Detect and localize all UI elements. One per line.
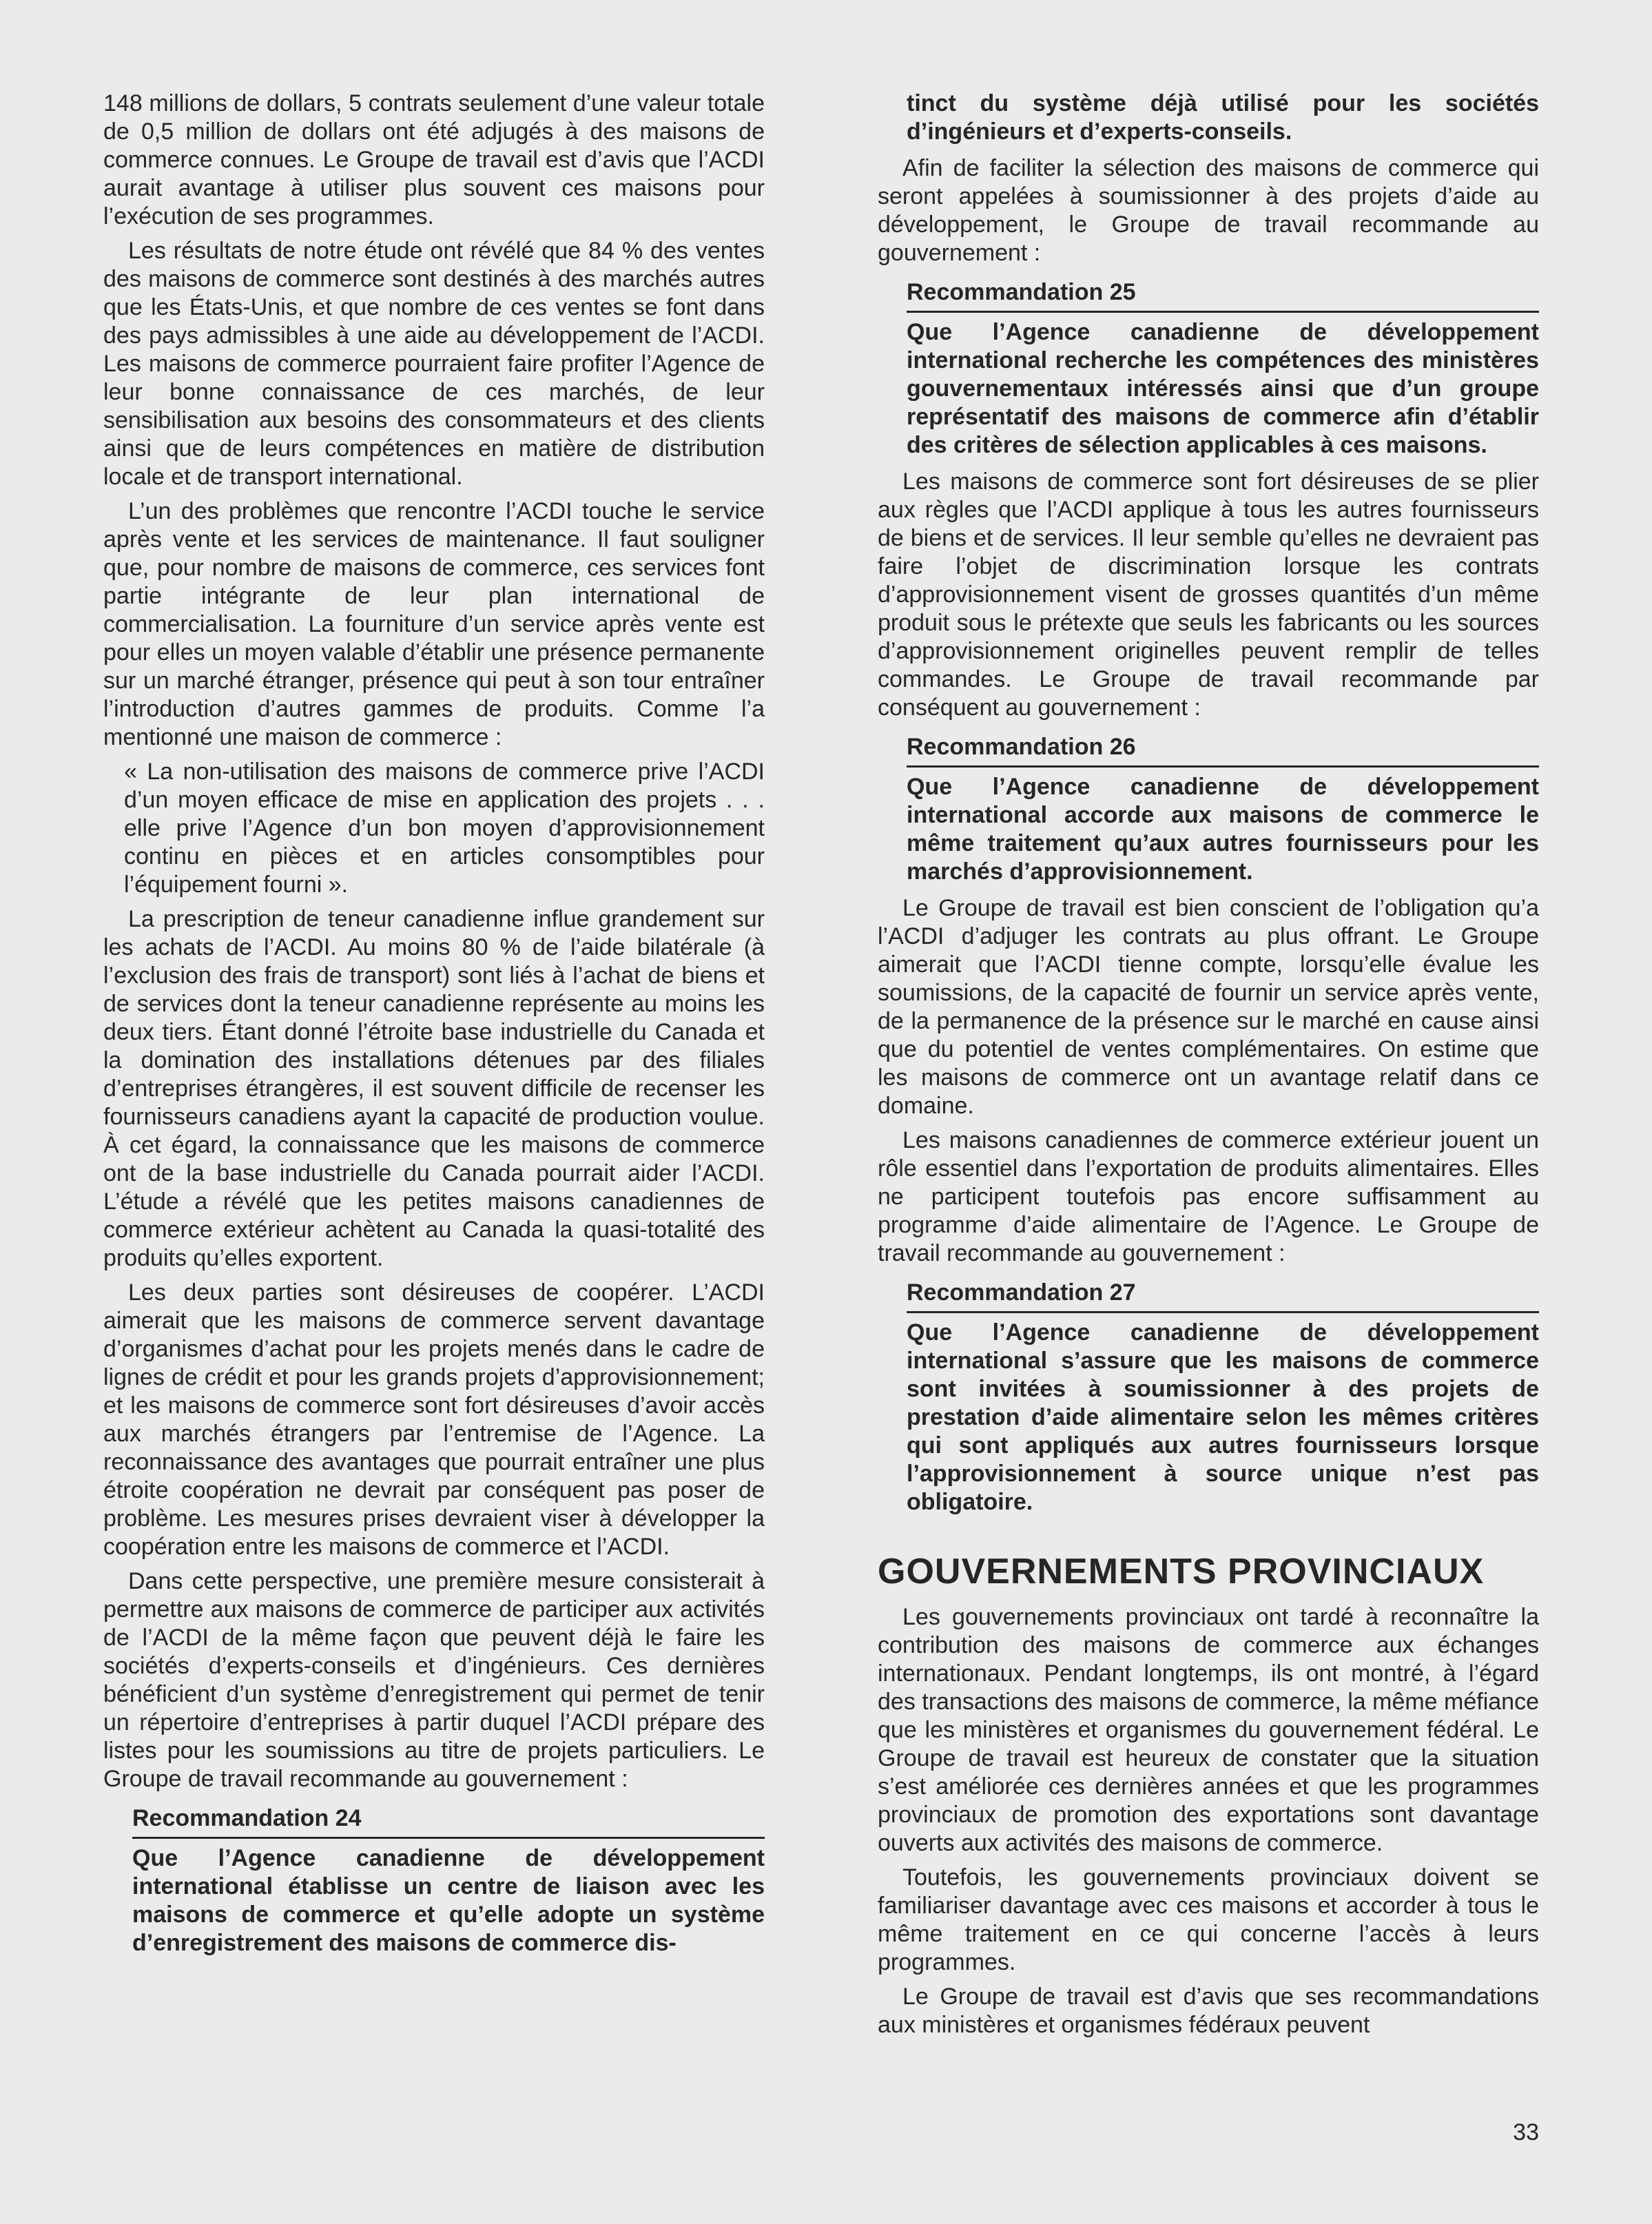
right-column bbox=[878, 90, 1539, 2046]
paragraph: Le Groupe de travail est bien conscient de l’obligation qu’a l’ACDI d’adjuger les contrats au plus offrant. Le Groupe aimerait que l’ACDI tienne compte, lorsqu’elle évalue les soumissions, de la capacité de fournir un service après vente, de la permanence de la présence sur le marché en cause ainsi que du potentiel de ventes complémentaires. On estime que les maisons de commerce ont un avantage relatif dans ce domaine. bbox=[878, 895, 1539, 1119]
recommendation-heading: Recommandation 26 bbox=[907, 733, 1539, 768]
page-number: 33 bbox=[1513, 2119, 1539, 2145]
recommendation-text: Que l’Agence canadienne de développement international recherche les compétences des ministères gouvernementaux intéressés ainsi que d’un groupe représentatif des maisons de commerce afin d’établir des critères de sélection applicables à ces maisons. bbox=[907, 319, 1539, 458]
paragraph: Afin de faciliter la sélection des maisons de commerce qui seront appelées à soumissionner à des projets d’aide au développement, le Groupe de travail recommande au gouvernement : bbox=[878, 155, 1539, 266]
quotation: « La non-utilisation des maisons de commerce prive l’ACDI d’un moyen efficace de mise en application des projets . . . elle prive l’Agence d’un bon moyen d’approvisionnement continu en pièces et en articles consomptibles pour l’équipement fourni ». bbox=[124, 759, 765, 898]
paragraph: Le Groupe de travail est d’avis que ses recommandations aux ministères et organismes fédéraux peuvent bbox=[878, 1984, 1539, 2038]
recommendation-text: Que l’Agence canadienne de développement international accorde aux maisons de commerce le même traitement qu’aux autres fournisseurs pour les marchés d’approvisionnement. bbox=[907, 774, 1539, 885]
paragraph: L’un des problèmes que rencontre l’ACDI touche le service après vente et les services de maintenance. Il faut souligner que, pour nombre de maisons de commerce, ces services font partie intégrante de leur plan international de commercialisation. La fourniture d’un service après vente est pour elles un moyen valable d’établir une présence permanente sur un marché étranger, présence qui peut à son tour entraîner l’introduction d’autres gammes de produits. Comme l’a mentionné une maison de commerce : bbox=[103, 498, 765, 750]
paragraph: Les deux parties sont désireuses de coopérer. L’ACDI aimerait que les maisons de commerce servent davantage d’organismes d’achat pour les projets menés dans le cadre de lignes de crédit et pour les grands projets d’approvisionnement; et les maisons de commerce sont fort désireuses d’avoir accès aux marchés étrangers par l’entremise de l’Agence. La reconnaissance des avantages que pourrait entraîner une plus étroite coopération ne devrait par conséquent pas poser de problème. Les mesures prises devraient viser à développer la coopération entre les maisons de commerce et l’ACDI. bbox=[103, 1279, 765, 1560]
paragraph: Les gouvernements provinciaux ont tardé à reconnaître la contribution des maisons de commerce aux échanges internationaux. Pendant longtemps, ils ont montré, à l’égard des transactions des maisons de commerce, la même méfiance que les ministères et organismes du gouvernement fédéral. Le Groupe de travail est heureux de constater que la situation s’est améliorée ces dernières années et que les programmes provinciaux de promotion des exportations sont davantage ouverts aux activités des maisons de commerce. bbox=[878, 1604, 1539, 1856]
recommendation-text: Que l’Agence canadienne de développement international établisse un centre de liaison avec les maisons de commerce et qu’elle adopte un système d’enregistrement des maisons de commerce dis- bbox=[132, 1845, 765, 1956]
recommendation-text: Que l’Agence canadienne de développement international s’assure que les maisons de commerce sont invitées à soumissionner à des projets de prestation d’aide alimentaire selon les mêmes critères qui sont appliqués aux autres fournisseurs lorsque l’approvisionnement à source unique n’est pas obligatoire. bbox=[907, 1319, 1539, 1515]
paragraph: La prescription de teneur canadienne influe grandement sur les achats de l’ACDI. Au moins 80 % de l’aide bilatérale (à l’exclusion des frais de transport) sont liés à l’achat de biens et de services dont la teneur canadienne représente au moins les deux tiers. Étant donné l’étroite base industrielle du Canada et la domination des installations détenues par des filiales d’entreprises étrangères, il est souvent difficile de recenser les fournisseurs canadiens ayant la capacité de production voulue. À cet égard, la connaissance que les maisons de commerce ont de la base industrielle du Canada pourrait aider l’ACDI. L’étude a révélé que les petites maisons canadiennes de commerce extérieur achètent au Canada la quasi-totalité des produits qu’elles exportent. bbox=[103, 906, 765, 1271]
paragraph: 148 millions de dollars, 5 contrats seulement d’une valeur totale de 0,5 million de dollars ont été adjugés à des maisons de commerce connues. Le Groupe de travail est d’avis que l’ACDI aurait avantage à utiliser plus souvent ces maisons pour l’exécution de ses programmes. bbox=[103, 90, 765, 229]
paragraph: Les résultats de notre étude ont révélé que 84 % des ventes des maisons de commerce sont destinés à des marchés autres que les États-Unis, et que nombre de ces ventes se font dans des pays admissibles à une aide au développement de l’ACDI. Les maisons de commerce pourraient faire profiter l’Agence de leur bonne connaissance de ces marchés, de leur sensibilisation aux besoins des consommateurs et des clients ainsi que de leurs compétences en matière de distribution locale et de transport international. bbox=[103, 238, 765, 490]
paragraph: Les maisons canadiennes de commerce extérieur jouent un rôle essentiel dans l’exportation de produits alimentaires. Elles ne participent toutefois pas encore suffisamment au programme d’aide alimentaire de l’Agence. Le Groupe de travail recommande au gouvernement : bbox=[878, 1127, 1539, 1266]
paragraph: Les maisons de commerce sont fort désireuses de se plier aux règles que l’ACDI applique à tous les autres fournisseurs de biens et de services. Il leur semble qu’elles ne devraient pas faire l’objet de discrimination lorsque les contrats d’approvisionnement visent de grosses quantités d’un même produit sous le prétexte que seuls les fabricants ou les sources d’approvisionnement originelles peuvent remplir de telles commandes. Le Groupe de travail recommande par conséquent au gouvernement : bbox=[878, 469, 1539, 721]
section-heading: GOUVERNEMENTS PROVINCIAUX bbox=[878, 1552, 1485, 1592]
left-column bbox=[103, 90, 765, 1966]
recommendation-text-continued: tinct du système déjà utilisé pour les sociétés d’ingénieurs et d’experts-conseils. bbox=[907, 90, 1539, 145]
recommendation-heading: Recommandation 25 bbox=[907, 278, 1539, 313]
paragraph: Toutefois, les gouvernements provinciaux doivent se familiariser davantage avec ces maisons et accorder à tous le même traitement en ce qui concerne l’accès à leurs programmes. bbox=[878, 1864, 1539, 1975]
recommendation-heading: Recommandation 27 bbox=[907, 1279, 1539, 1313]
paragraph: Dans cette perspective, une première mesure consisterait à permettre aux maisons de commerce de participer aux activités de l’ACDI de la même façon que peuvent déjà le faire les sociétés d’experts-conseils et d’ingénieurs. Ces dernières bénéficient d’un système d’enregistrement qui permet de tenir un répertoire d’entreprises à partir duquel l’ACDI prépare des listes pour les soumissions au titre de projets particuliers. Le Groupe de travail recommande au gouvernement : bbox=[103, 1568, 765, 1792]
recommendation-heading: Recommandation 24 bbox=[132, 1804, 765, 1839]
